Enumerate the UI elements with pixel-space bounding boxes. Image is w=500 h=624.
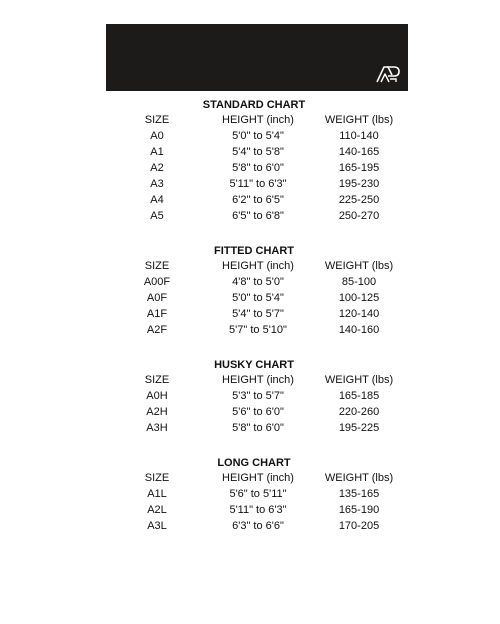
height-cell: 5'0" to 5'4": [232, 292, 284, 304]
size-charts: [0, 98, 500, 554]
size-header: SIZE: [144, 260, 170, 272]
weight-cell: 225-250: [338, 194, 380, 206]
weight-cell: 220-260: [338, 406, 380, 418]
table-row: [0, 144, 500, 160]
weight-cell: 165-185: [338, 390, 380, 402]
size-cell: A1L: [147, 488, 167, 500]
size-cell: A0: [150, 130, 164, 142]
weight-cell: 195-230: [338, 178, 380, 190]
long-chart: [0, 456, 500, 534]
height-header: HEIGHT (inch): [222, 114, 294, 126]
weight-cell: 140-165: [338, 146, 380, 158]
size-header: SIZE: [144, 472, 170, 484]
weight-cell: 195-225: [338, 422, 380, 434]
height-cell: 5'4" to 5'8": [232, 146, 284, 158]
height-cell: 5'11" to 6'3": [229, 178, 287, 190]
weight-cell: 165-190: [338, 504, 380, 516]
weight-cell: 165-195: [338, 162, 380, 174]
height-cell: 5'8" to 6'0": [232, 422, 284, 434]
size-cell: A0F: [146, 292, 168, 304]
height-cell: 5'4" to 5'7": [232, 308, 284, 320]
size-cell: A0H: [146, 390, 168, 402]
table-row: [0, 388, 500, 404]
table-row: [0, 306, 500, 322]
size-cell: A3: [150, 178, 164, 190]
weight-cell: 140-160: [338, 324, 380, 336]
weight-cell: 250-270: [338, 210, 380, 222]
table-row: [0, 176, 500, 192]
chart-title: FITTED CHART: [213, 245, 295, 257]
weight-cell: 110-140: [339, 130, 379, 142]
weight-header: WEIGHT (lbs): [324, 374, 394, 386]
fitted-chart: [0, 244, 500, 338]
size-cell: A5: [150, 210, 164, 222]
weight-cell: 120-140: [338, 308, 380, 320]
height-cell: 5'11" to 6'3": [229, 504, 287, 516]
height-cell: 6'5" to 6'8": [232, 210, 284, 222]
chart-title: HUSKY CHART: [214, 359, 294, 371]
table-row: [0, 420, 500, 436]
height-cell: 5'6" to 5'11": [229, 488, 287, 500]
table-row: [0, 128, 500, 144]
size-cell: A1: [150, 146, 164, 158]
height-header: HEIGHT (inch): [222, 374, 294, 386]
height-cell: 5'8" to 6'0": [232, 162, 284, 174]
size-header: SIZE: [144, 114, 170, 126]
size-cell: A2H: [146, 406, 168, 418]
size-cell: A00F: [143, 276, 171, 288]
height-header: HEIGHT (inch): [222, 472, 294, 484]
table-row: [0, 192, 500, 208]
weight-cell: 100-125: [338, 292, 380, 304]
size-cell: A2: [150, 162, 164, 174]
table-row: [0, 502, 500, 518]
chart-title: STANDARD CHART: [202, 99, 306, 111]
height-cell: 4'8" to 5'0": [232, 276, 284, 288]
weight-cell: 135-165: [338, 488, 380, 500]
weight-cell: 170-205: [338, 520, 380, 532]
header-row: [0, 372, 500, 388]
height-cell: 5'6" to 6'0": [232, 406, 284, 418]
table-row: [0, 518, 500, 534]
size-cell: A4: [150, 194, 164, 206]
height-cell: 5'3" to 5'7": [232, 390, 284, 402]
height-header: HEIGHT (inch): [222, 260, 294, 272]
height-cell: 6'2" to 6'5": [232, 194, 284, 206]
header-row: [0, 470, 500, 486]
height-cell: 5'7" to 5'10": [229, 324, 287, 336]
weight-cell: 85-100: [341, 276, 377, 288]
table-row: [0, 160, 500, 176]
size-cell: A3H: [146, 422, 168, 434]
weight-header: WEIGHT (lbs): [324, 260, 394, 272]
size-cell: A2F: [146, 324, 168, 336]
size-cell: A1F: [146, 308, 168, 320]
height-cell: 5'0" to 5'4": [232, 130, 284, 142]
chart-title: LONG CHART: [217, 457, 291, 469]
header-banner: [106, 24, 408, 91]
header-row: [0, 258, 500, 274]
height-cell: 6'3" to 6'6": [232, 520, 284, 532]
size-cell: A3L: [147, 520, 167, 532]
standard-chart: [0, 98, 500, 224]
ap-logo-icon: [374, 63, 402, 85]
weight-header: WEIGHT (lbs): [324, 472, 394, 484]
header-row: [0, 112, 500, 128]
table-row: [0, 404, 500, 420]
size-cell: A2L: [147, 504, 167, 516]
weight-header: WEIGHT (lbs): [324, 114, 394, 126]
size-header: SIZE: [144, 374, 170, 386]
table-row: [0, 290, 500, 306]
table-row: [0, 208, 500, 224]
husky-chart: [0, 358, 500, 436]
table-row: [0, 274, 500, 290]
table-row: [0, 486, 500, 502]
table-row: [0, 322, 500, 338]
